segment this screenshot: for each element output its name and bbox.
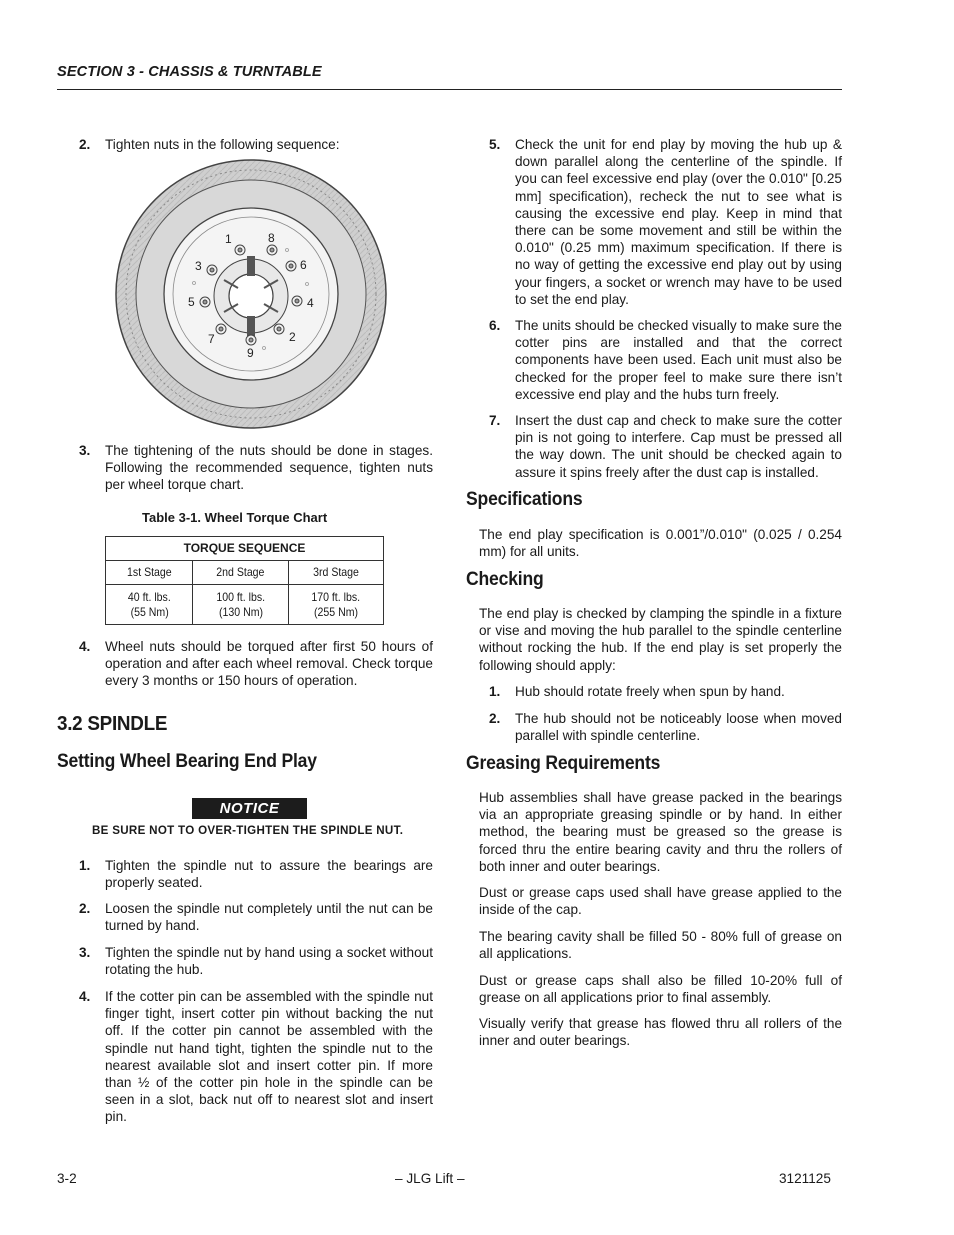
step-text: Tighten the spindle nut to assure the bearings are properly seated.	[105, 858, 433, 891]
greasing-paragraph: The bearing cavity shall be filled 50 - 80% full of grease on all applications.	[479, 929, 842, 962]
specifications-text: The end play specification is 0.001”/0.010" (0.025 / 0.254 mm) for all units.	[479, 527, 842, 560]
step-number: 3.	[79, 443, 91, 458]
step-3-stages	[79, 442, 433, 494]
greasing-paragraph: Dust or grease caps used shall have grease applied to the inside of the cap.	[479, 885, 842, 918]
page-number: 3-2	[57, 1171, 77, 1186]
step-text: Check the unit for end play by moving the hub up & down parallel along the centerline of the spindle. If you can feel excessive end play (over the 0.010" [0.25 mm] specification), recheck the nut to see what is causing the excessive end play. Keep in mind that there can be some movement and still be within the 0.010" (0.25 mm) maximum specification. If there is no way of getting the excessive end play out by using your fingers, a socket or wrench may have to be used to set the end play.	[515, 137, 842, 307]
list-item	[79, 857, 433, 891]
step-4-retorque	[79, 638, 433, 690]
svg-text:4: 4	[307, 296, 314, 310]
step-text: Loosen the spindle nut completely until the nut can be turned by hand.	[105, 901, 433, 934]
table-cell: 170 ft. lbs. (255 Nm)	[288, 585, 383, 625]
table-cell: 3rd Stage	[288, 561, 383, 585]
table-cell: 100 ft. lbs. (130 Nm)	[193, 585, 288, 625]
wheel-nut-sequence-figure	[114, 158, 388, 430]
svg-text:2: 2	[289, 330, 296, 344]
step-number: 2.	[79, 901, 91, 916]
step-number: 3.	[79, 945, 91, 960]
step-number: 4.	[79, 639, 91, 654]
checking-heading: Checking	[466, 568, 544, 590]
page-header	[57, 64, 842, 90]
table-header: TORQUE SEQUENCE	[106, 537, 384, 561]
svg-text:9: 9	[247, 346, 254, 360]
svg-text:6: 6	[300, 258, 307, 272]
section-title: SECTION 3 - CHASSIS & TURNTABLE	[57, 64, 322, 80]
step-number: 7.	[489, 413, 501, 428]
step-text: If the cotter pin can be assembled with the spindle nut finger tight, insert cotter pin without backing the nut off. If the cotter pin cannot be assembled with the spindle nut hand tight, tighten the spindle nut to the nearest available slot and insert cotter pin. If more than ½ of the cotter pin hole in the spindle can be seen in a slot, back nut off to nearest slot and insert pin.	[105, 989, 433, 1125]
step-text: Wheel nuts should be torqued after first 50 hours of operation and after each wheel removal. Check torque every 3 months or 150 hours of operation.	[105, 639, 433, 689]
list-item	[489, 317, 842, 403]
list-item	[79, 900, 433, 934]
step-number: 6.	[489, 318, 501, 333]
step-number: 4.	[79, 989, 91, 1004]
step-text: Insert the dust cap and check to make sure the cotter pin is not going to interfere. Cap must be pressed all the way down. The unit should be checked again to assure it spins freely after the dust cap is installed.	[515, 413, 842, 480]
list-item	[79, 944, 433, 978]
step-text: The hub should not be noticeably loose when moved parallel with spindle centerline.	[515, 711, 842, 744]
greasing-paragraph: Dust or grease caps shall also be filled 10-20% full of grease on all applications prior to final assembly.	[479, 973, 842, 1006]
step-text: Tighten nuts in the following sequence:	[105, 137, 340, 152]
step-text: Hub should rotate freely when spun by hand.	[515, 684, 785, 699]
wheel-torque-table	[105, 536, 384, 625]
svg-text:3: 3	[195, 259, 202, 273]
step-number: 2.	[79, 137, 91, 152]
step-text: The units should be checked visually to make sure the cotter pins are installed and that the correct components have been used. Each unit must also be checked for the proper feel to make sure there isn’t excessive end play and the hubs turn freely.	[515, 318, 842, 402]
step-text: The tightening of the nuts should be done in stages. Following the recommended sequence, tighten nuts per wheel torque chart.	[105, 443, 433, 493]
greasing-paragraph: Hub assemblies shall have grease packed in the bearings via an appropriate greasing spindle or by hand. In either method, the bearing must be greased so the grease is forced thru the entire bearing cavity and thru the rollers of both inner and outer bearings.	[479, 790, 842, 874]
svg-text:1: 1	[225, 232, 232, 246]
greasing-heading: Greasing Requirements	[466, 752, 661, 774]
greasing-paragraph: Visually verify that grease has flowed thru all rollers of the inner and outer bearings.	[479, 1016, 842, 1049]
list-item	[489, 412, 842, 481]
checking-text: The end play is checked by clamping the spindle in a fixture or vise and moving the hub parallel to the spindle centerline without rocking the hub. If the end play is set properly the following should apply:	[479, 606, 842, 673]
table-cell: 1st Stage	[106, 561, 193, 585]
list-item	[489, 683, 842, 700]
step-text: Tighten the spindle nut by hand using a socket without rotating the hub.	[105, 945, 433, 978]
list-item	[489, 710, 842, 744]
footer-center: – JLG Lift –	[395, 1171, 465, 1186]
table-cell: 40 ft. lbs. (55 Nm)	[106, 585, 193, 625]
svg-text:5: 5	[188, 295, 195, 309]
step-number: 2.	[489, 711, 501, 726]
notice-text: BE SURE NOT TO OVER-TIGHTEN THE SPINDLE NUT.	[92, 824, 404, 837]
table-cell: 2nd Stage	[193, 561, 288, 585]
svg-text:8: 8	[268, 231, 275, 245]
subsection-heading: Setting Wheel Bearing End Play	[57, 750, 317, 772]
table-caption: Table 3-1. Wheel Torque Chart	[142, 510, 328, 525]
document-number: 3121125	[779, 1171, 831, 1186]
step-number: 5.	[489, 137, 501, 152]
step-number: 1.	[79, 858, 91, 873]
svg-text:7: 7	[208, 332, 215, 346]
specifications-heading: Specifications	[466, 488, 583, 510]
step-2-tighten-sequence	[79, 136, 433, 153]
notice-badge: NOTICE	[192, 798, 307, 819]
list-item	[489, 136, 842, 308]
step-number: 1.	[489, 684, 501, 699]
list-item	[79, 988, 433, 1126]
section-heading: 3.2 SPINDLE	[57, 712, 168, 735]
